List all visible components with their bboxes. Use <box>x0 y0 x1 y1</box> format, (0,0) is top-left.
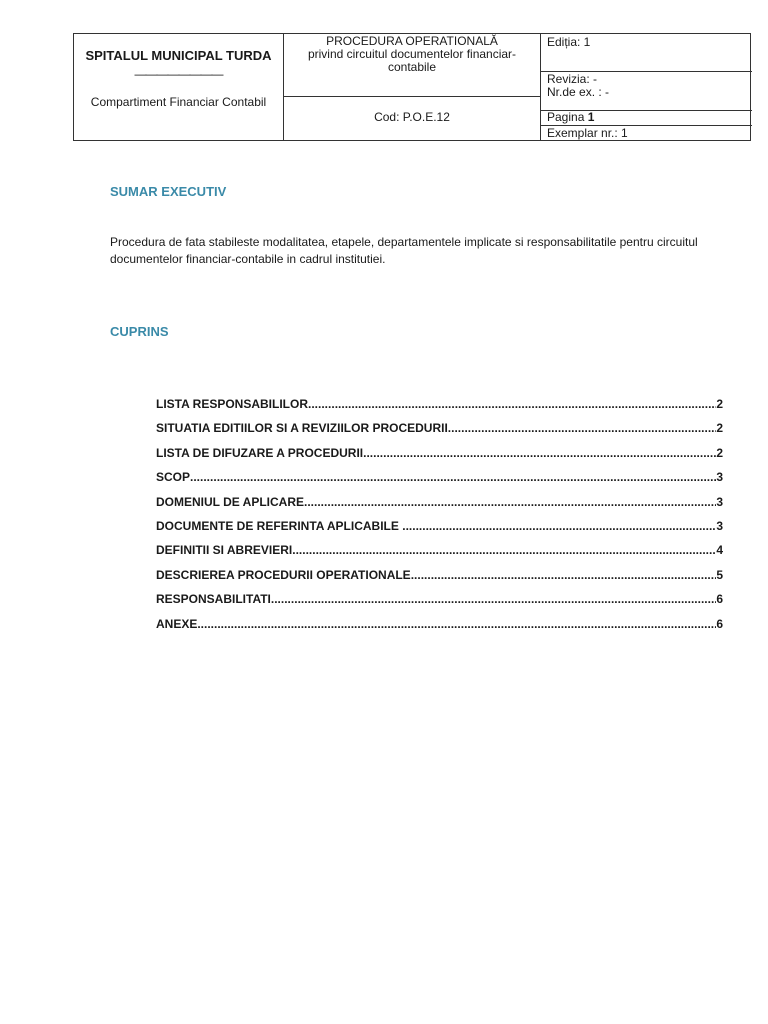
summary-text: Procedura de fata stabileste modalitatea, etapele, departamentele implicate si responsabilitatile pentru circuitul documentelor financiar-contabile in cadrul institutiei. <box>110 235 698 266</box>
toc-leader <box>411 568 717 582</box>
toc-item-page: 2 <box>716 421 723 436</box>
toc-leader <box>308 397 716 411</box>
document-header-table <box>73 33 751 141</box>
toc-item-label: RESPONSABILITATI <box>156 592 271 607</box>
toc-item[interactable] <box>156 421 723 445</box>
procedure-title <box>284 34 540 74</box>
toc-item[interactable] <box>156 397 723 421</box>
toc-item-page: 3 <box>716 494 723 509</box>
toc-item-label: DOMENIUL DE APLICARE <box>156 494 305 509</box>
header-separator: ———————— <box>134 67 223 81</box>
toc-item[interactable] <box>156 446 723 470</box>
toc-item[interactable] <box>156 568 723 592</box>
toc-item[interactable] <box>156 495 723 519</box>
toc-item[interactable] <box>156 592 723 616</box>
copies-count: Nr.de ex. : - <box>547 85 610 99</box>
revision-value: Revizia: - <box>547 72 598 86</box>
edition-field: Ediția: 1 <box>547 35 591 49</box>
toc-item-label: SCOP <box>156 470 191 485</box>
toc-leader <box>197 617 716 631</box>
toc-item-page: 2 <box>716 397 723 411</box>
toc-item[interactable] <box>156 470 723 494</box>
page-label: Pagina <box>547 110 588 124</box>
summary-title: SUMAR EXECUTIV <box>110 184 227 199</box>
procedure-code: Cod: P.O.E.12 <box>374 110 450 124</box>
page-field <box>547 111 594 124</box>
toc-leader <box>190 470 716 484</box>
contents-title: CUPRINS <box>110 324 169 339</box>
toc-item-page: 3 <box>716 470 723 485</box>
toc-leader <box>304 495 716 509</box>
toc-item-page: 6 <box>716 616 723 631</box>
department-name: Compartiment Financiar Contabil <box>90 95 267 109</box>
toc-leader <box>363 446 716 460</box>
table-of-contents <box>156 397 723 641</box>
toc-item-label: DESCRIEREA PROCEDURII OPERATIONALE <box>156 567 411 582</box>
procedure-title-line: contabile <box>387 60 437 74</box>
procedure-title-line: privind circuitul documentelor financiar- <box>307 47 517 61</box>
toc-item-page: 5 <box>716 567 723 582</box>
toc-item[interactable] <box>156 617 723 641</box>
toc-item-label: ANEXE <box>156 616 198 631</box>
procedure-title-line: PROCEDURA OPERATIONALĂ <box>326 34 498 48</box>
toc-item-label: DEFINITII SI ABREVIERI <box>156 543 293 558</box>
copy-number-field: Exemplar nr.: 1 <box>547 126 628 140</box>
toc-item-label: SITUATIA EDITIILOR SI A REVIZIILOR PROCEDURII <box>156 421 448 436</box>
toc-item-page: 3 <box>716 518 723 533</box>
toc-item-label: DOCUMENTE DE REFERINTA APLICABILE <box>156 518 403 533</box>
toc-leader <box>271 592 716 606</box>
header-divider <box>284 96 540 97</box>
toc-leader <box>448 421 717 435</box>
toc-leader <box>402 519 716 533</box>
toc-item-page: 2 <box>716 445 723 460</box>
toc-item-page: 6 <box>716 592 723 607</box>
revision-field <box>547 73 609 99</box>
toc-item-label: LISTA DE DIFUZARE A PROCEDURII <box>156 445 364 460</box>
hospital-name: SPITALUL MUNICIPAL TURDA <box>85 48 272 63</box>
toc-item-label: LISTA RESPONSABILILOR <box>156 397 309 411</box>
toc-item[interactable] <box>156 543 723 567</box>
toc-item-page: 4 <box>716 543 723 558</box>
toc-item[interactable] <box>156 519 723 543</box>
page-number: 1 <box>587 110 595 124</box>
toc-leader <box>292 543 716 557</box>
